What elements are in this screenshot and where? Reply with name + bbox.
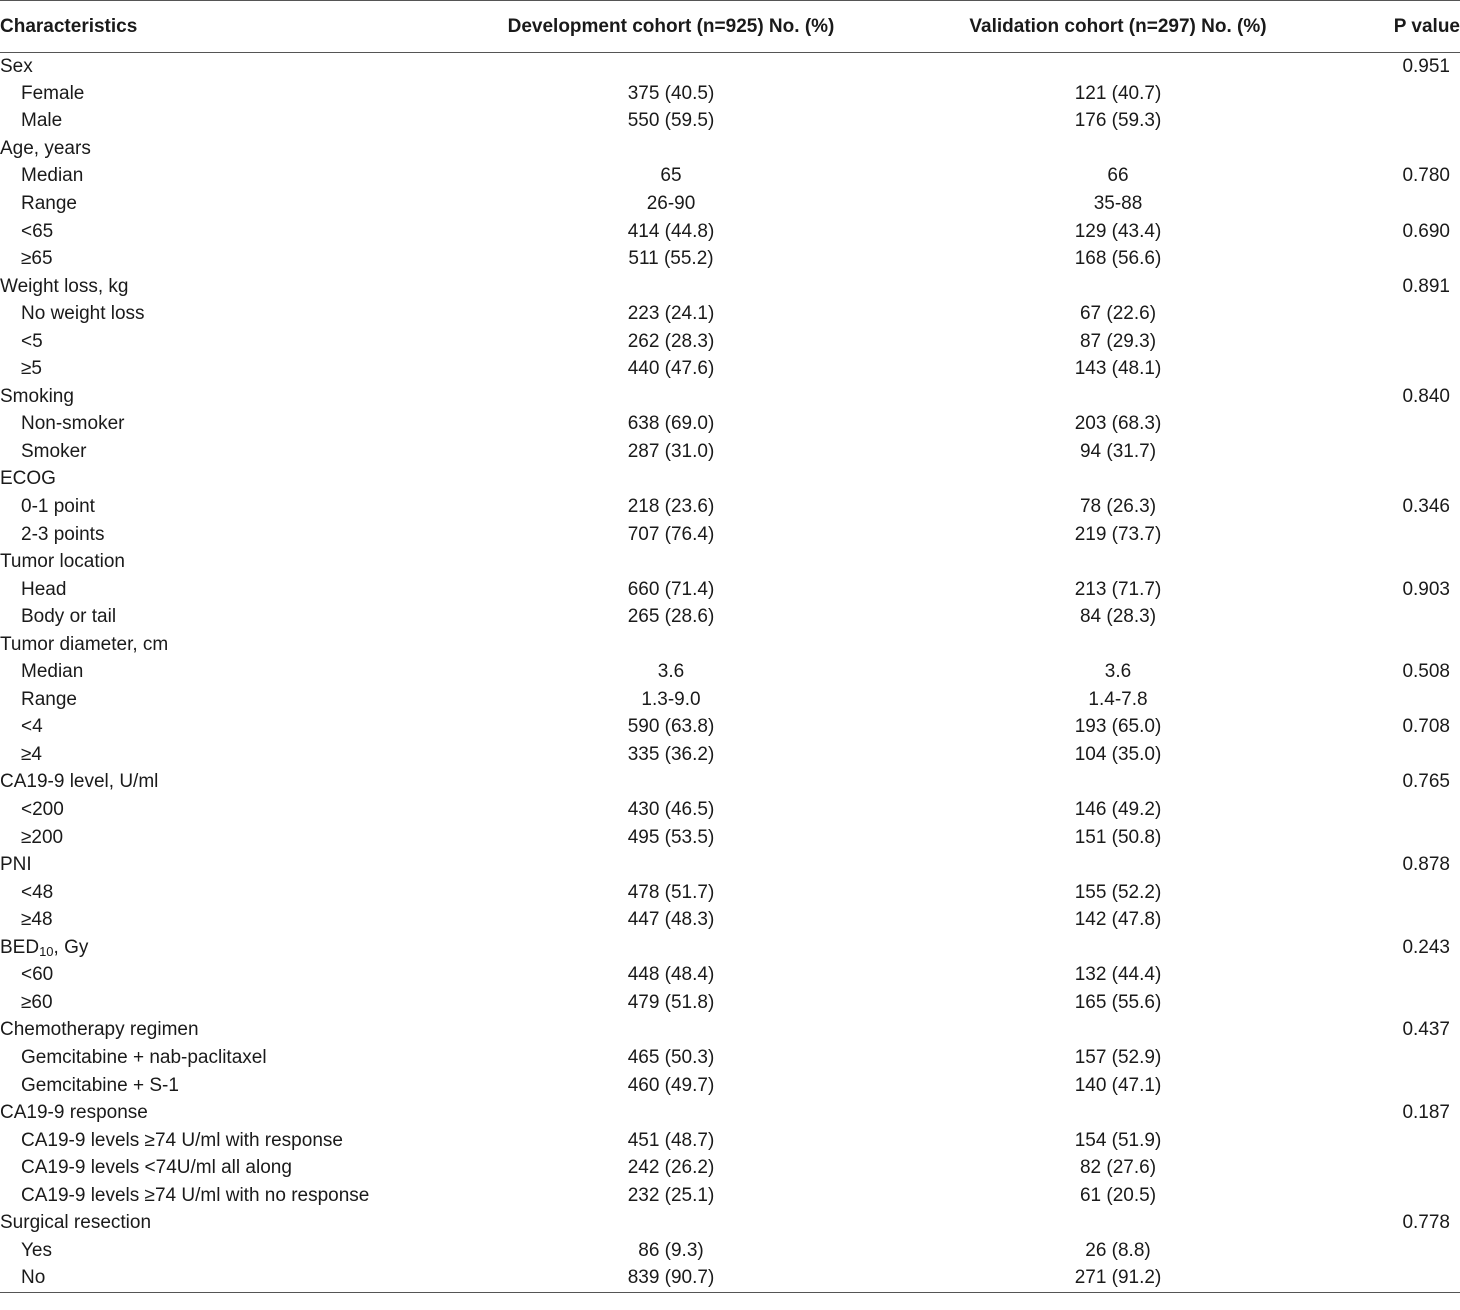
p-value: 0.778 [1402,1212,1450,1234]
row-label-text: Tumor diameter, cm [0,633,169,655]
validation-value: 82 (27.6) [1079,1157,1157,1179]
p-value [1334,80,1460,108]
row-label-text: Female [21,82,85,104]
row-label [0,411,440,439]
table-body [0,53,1460,1293]
table-row-subitem [0,714,1460,742]
table-row-subitem [0,300,1460,328]
development-value: 3.6 [657,661,685,683]
table-row-subitem [0,245,1460,273]
development-value: 478 (51.7) [627,881,715,903]
row-label-text: <5 [21,330,43,352]
p-value [1334,300,1460,328]
row-label-text: Gemcitabine + nab-paclitaxel [21,1046,267,1068]
table-row-subitem [0,438,1460,466]
table-row-category [0,383,1460,411]
validation-value [902,273,1334,301]
development-value: 440 (47.6) [627,358,715,380]
validation-value [902,1017,1334,1045]
development-value [440,53,902,81]
header-development-cohort: Development cohort (n=925) No. (%) [440,1,902,53]
development-value: 26-90 [646,193,696,214]
development-value: 495 (53.5) [627,826,715,848]
table-row-subitem [0,906,1460,934]
row-label [0,576,440,604]
validation-value: 87 (29.3) [1079,330,1157,352]
development-value: 839 (90.7) [440,1265,902,1293]
table-row-category [0,466,1460,494]
development-value: 451 (48.7) [627,1129,715,1151]
row-label [0,80,440,108]
p-value [1334,686,1460,714]
row-label-suffix: , Gy [53,936,89,958]
table-row-subitem [0,521,1460,549]
validation-value: 213 (71.7) [1074,578,1162,600]
row-label [0,1237,440,1265]
p-value [1334,328,1460,356]
table-row-subitem [0,108,1460,136]
p-value: 0.346 [1402,496,1450,518]
row-label-text: Median [21,661,84,683]
row-label [0,1182,440,1210]
row-label [0,493,440,521]
p-value [1334,438,1460,466]
validation-value: 67 (22.6) [1079,303,1157,325]
development-value: 479 (51.8) [627,991,715,1013]
table-row-category [0,1209,1460,1237]
p-value: 0.780 [1402,165,1450,187]
p-value [1334,356,1460,384]
table-row-subitem [0,796,1460,824]
table-row-subitem [0,1154,1460,1182]
table-row-category [0,273,1460,301]
validation-value: 193 (65.0) [1074,716,1162,738]
p-value [1334,631,1460,659]
p-value: 0.951 [1402,55,1450,77]
row-label-text: <48 [21,881,54,903]
header-validation-cohort: Validation cohort (n=297) No. (%) [902,1,1334,53]
validation-value: 35-88 [1093,193,1143,214]
row-label [0,1017,440,1045]
table-row-category [0,1017,1460,1045]
validation-value [902,466,1334,494]
table-row-subitem [0,1127,1460,1155]
table-row-category [0,53,1460,81]
row-label [0,769,440,797]
row-label-text: CA19-9 levels <74U/ml all along [21,1157,292,1179]
p-value: 0.187 [1402,1102,1450,1124]
row-label-text: Chemotherapy regimen [0,1019,199,1041]
p-value [1334,1154,1460,1182]
validation-value: 219 (73.7) [1074,523,1162,545]
development-value: 465 (50.3) [627,1046,715,1068]
development-value [440,631,902,659]
row-label-text: ≥5 [21,358,42,380]
development-value [440,466,902,494]
row-label [0,906,440,934]
row-label [0,1044,440,1072]
validation-value: 203 (68.3) [1074,413,1162,435]
validation-value: 78 (26.3) [1079,496,1157,518]
p-value [1334,962,1460,990]
table-row-subitem [0,356,1460,384]
validation-value: 140 (47.1) [1074,1074,1162,1096]
development-value: 65 [660,165,682,187]
validation-value: 165 (55.6) [1074,991,1162,1013]
row-label-text: <4 [21,716,43,738]
development-value: 218 (23.6) [627,496,715,518]
row-label [0,300,440,328]
validation-value [902,383,1334,411]
row-label-text: No weight loss [21,303,145,325]
p-value [1334,190,1460,218]
table-row-subitem [0,1182,1460,1210]
row-label-text: Surgical resection [0,1212,152,1234]
p-value: 0.891 [1402,275,1450,297]
p-value [1334,245,1460,273]
table-row-subitem [0,879,1460,907]
p-value [1334,521,1460,549]
header-p-value: P value [1334,1,1460,53]
validation-value: 271 (91.2) [902,1265,1334,1293]
table-row-subitem [0,218,1460,246]
validation-value: 151 (50.8) [1074,826,1162,848]
row-label-text: CA19-9 level, U/ml [0,771,159,793]
table-row-category [0,769,1460,797]
development-value [440,1017,902,1045]
row-label-text: Head [21,578,67,600]
row-label-text: Smoker [21,440,87,462]
validation-value [902,53,1334,81]
row-label [0,1127,440,1155]
row-label [0,659,440,687]
row-label [0,108,440,136]
row-label [0,218,440,246]
p-value [1334,1237,1460,1265]
p-value [1334,548,1460,576]
p-value [1334,906,1460,934]
validation-value: 84 (28.3) [1079,606,1157,628]
development-value: 430 (46.5) [627,799,715,821]
table-row-subitem [0,80,1460,108]
row-label-text: Range [21,688,77,710]
table-row-subitem [0,1265,1460,1293]
p-value [1334,1265,1460,1293]
table-row-category [0,934,1460,962]
row-label [0,879,440,907]
row-label [0,1209,440,1237]
row-label [0,356,440,384]
row-label-text: Range [21,193,77,214]
development-value: 1.3-9.0 [641,688,701,710]
row-label-text: <60 [21,964,54,986]
p-value [1334,824,1460,852]
row-label-text: ECOG [0,468,56,490]
validation-value: 121 (40.7) [1074,82,1162,104]
validation-value: 61 (20.5) [1079,1184,1157,1206]
p-value: 0.903 [1402,578,1450,600]
row-label [0,1099,440,1127]
row-label [0,438,440,466]
row-label [0,962,440,990]
validation-value: 104 (35.0) [1074,743,1162,765]
table-row-category [0,548,1460,576]
validation-value [902,1099,1334,1127]
development-value: 223 (24.1) [627,303,715,325]
development-value: 660 (71.4) [627,578,715,600]
validation-value: 168 (56.6) [1074,248,1162,270]
validation-value [902,769,1334,797]
row-label [0,796,440,824]
row-label-text: Age, years [0,137,91,159]
p-value [1334,603,1460,631]
row-label [0,328,440,356]
validation-value: 154 (51.9) [1074,1129,1162,1151]
row-label [0,989,440,1017]
row-label-text: <200 [21,799,64,821]
table-row-subitem [0,576,1460,604]
validation-value: 94 (31.7) [1079,440,1157,462]
row-label-text: Smoking [0,385,74,407]
row-label-text: BED [0,936,40,958]
validation-value: 142 (47.8) [1074,909,1162,931]
development-value: 707 (76.4) [627,523,715,545]
header-row [0,1,1460,53]
development-value [440,548,902,576]
development-value [440,383,902,411]
validation-value: 1.4-7.8 [1088,688,1148,710]
row-label [0,383,440,411]
p-value [1334,741,1460,769]
row-label [0,548,440,576]
development-value: 262 (28.3) [627,330,715,352]
table-row-subitem [0,190,1460,218]
table-row-category [0,851,1460,879]
row-label-text: PNI [0,854,32,876]
development-value: 447 (48.3) [627,909,715,931]
row-label [0,53,440,81]
row-label-text: CA19-9 levels ≥74 U/ml with response [21,1129,343,1151]
validation-value: 176 (59.3) [1074,110,1162,132]
table-row-subitem [0,1237,1460,1265]
row-label-text: <65 [21,220,54,242]
development-value [440,135,902,163]
row-label-text: ≥65 [21,248,53,270]
development-value [440,851,902,879]
development-value [440,769,902,797]
table-row-subitem [0,686,1460,714]
development-value: 460 (49.7) [627,1074,715,1096]
row-label [0,603,440,631]
row-label-text: CA19-9 levels ≥74 U/ml with no response [21,1184,370,1206]
p-value: 0.840 [1402,385,1450,407]
row-label [0,190,440,218]
p-value [1334,879,1460,907]
row-label [0,245,440,273]
row-label-text: ≥48 [21,909,53,931]
row-label-text: 2-3 points [21,523,105,545]
row-label-subscript: 10 [39,943,54,959]
table-row-subitem [0,411,1460,439]
development-value: 590 (63.8) [627,716,715,738]
row-label-text: ≥60 [21,991,53,1013]
p-value: 0.508 [1402,661,1450,683]
header-characteristics: Characteristics [0,1,440,53]
table-header [0,1,1460,53]
p-value: 0.437 [1402,1019,1450,1041]
table-row-category [0,631,1460,659]
table-row-subitem [0,328,1460,356]
validation-value: 132 (44.4) [1074,964,1162,986]
p-value: 0.690 [1402,220,1450,242]
p-value [1334,1044,1460,1072]
validation-value [902,631,1334,659]
row-label [0,135,440,163]
p-value [1334,1182,1460,1210]
row-label [0,163,440,191]
development-value [440,273,902,301]
p-value [1334,135,1460,163]
row-label-text: Male [21,110,63,132]
p-value [1334,466,1460,494]
row-label [0,466,440,494]
validation-value [902,548,1334,576]
row-label-text: Tumor location [0,551,125,573]
validation-value: 3.6 [1104,661,1132,683]
development-value: 550 (59.5) [627,110,715,132]
row-label-text: Sex [0,55,33,77]
development-value: 265 (28.6) [627,606,715,628]
development-value: 511 (55.2) [628,248,714,270]
validation-value [902,934,1334,962]
row-label [0,741,440,769]
development-value [440,1099,902,1127]
row-label-text: ≥200 [21,826,64,848]
development-value [440,1209,902,1237]
development-value: 335 (36.2) [627,743,715,765]
development-value: 232 (25.1) [627,1184,715,1206]
development-value: 287 (31.0) [627,440,715,462]
p-value [1334,108,1460,136]
p-value: 0.243 [1402,936,1450,958]
row-label-text: Median [21,165,84,187]
row-label-text: Weight loss, kg [0,275,129,297]
row-label [0,714,440,742]
table-row-category [0,1099,1460,1127]
row-label-text: Gemcitabine + S-1 [21,1074,179,1096]
development-value: 414 (44.8) [627,220,715,242]
development-value: 448 (48.4) [627,964,715,986]
row-label [0,273,440,301]
p-value [1334,1072,1460,1100]
row-label-text: CA19-9 response [0,1102,148,1124]
validation-value: 26 (8.8) [1085,1239,1151,1261]
row-label [0,1265,440,1293]
validation-value: 155 (52.2) [1074,881,1162,903]
row-label-text: Yes [21,1239,52,1261]
row-label [0,934,440,962]
p-value: 0.878 [1402,854,1450,876]
row-label [0,851,440,879]
table-row-subitem [0,1044,1460,1072]
row-label-text: 0-1 point [21,496,95,518]
validation-value [902,1209,1334,1237]
table-row-subitem [0,163,1460,191]
p-value: 0.708 [1402,716,1450,738]
validation-value: 157 (52.9) [1074,1046,1162,1068]
table-row-subitem [0,962,1460,990]
development-value: 86 (9.3) [638,1239,704,1261]
row-label [0,686,440,714]
table-row-subitem [0,603,1460,631]
development-value: 375 (40.5) [627,82,715,104]
p-value: 0.765 [1402,771,1450,793]
row-label-text: Non-smoker [21,413,125,435]
row-label-text: Body or tail [21,606,117,628]
p-value [1334,1127,1460,1155]
validation-value: 143 (48.1) [1074,358,1162,380]
table-row-subitem [0,1072,1460,1100]
table-row-subitem [0,824,1460,852]
development-value: 242 (26.2) [627,1157,715,1179]
validation-value [902,135,1334,163]
validation-value [902,851,1334,879]
row-label [0,1154,440,1182]
validation-value: 146 (49.2) [1074,799,1162,821]
row-label [0,824,440,852]
row-label-text: No [21,1267,46,1289]
row-label [0,631,440,659]
table-row-subitem [0,741,1460,769]
p-value [1334,411,1460,439]
validation-value: 66 [1107,165,1129,187]
p-value [1334,989,1460,1017]
table-row-category [0,135,1460,163]
development-value [440,934,902,962]
table-row-subitem [0,493,1460,521]
table-row-subitem [0,659,1460,687]
row-label [0,521,440,549]
row-label-text: ≥4 [21,743,42,765]
development-value: 638 (69.0) [627,413,715,435]
row-label [0,1072,440,1100]
table-row-subitem [0,989,1460,1017]
validation-value: 129 (43.4) [1074,220,1162,242]
p-value [1334,796,1460,824]
